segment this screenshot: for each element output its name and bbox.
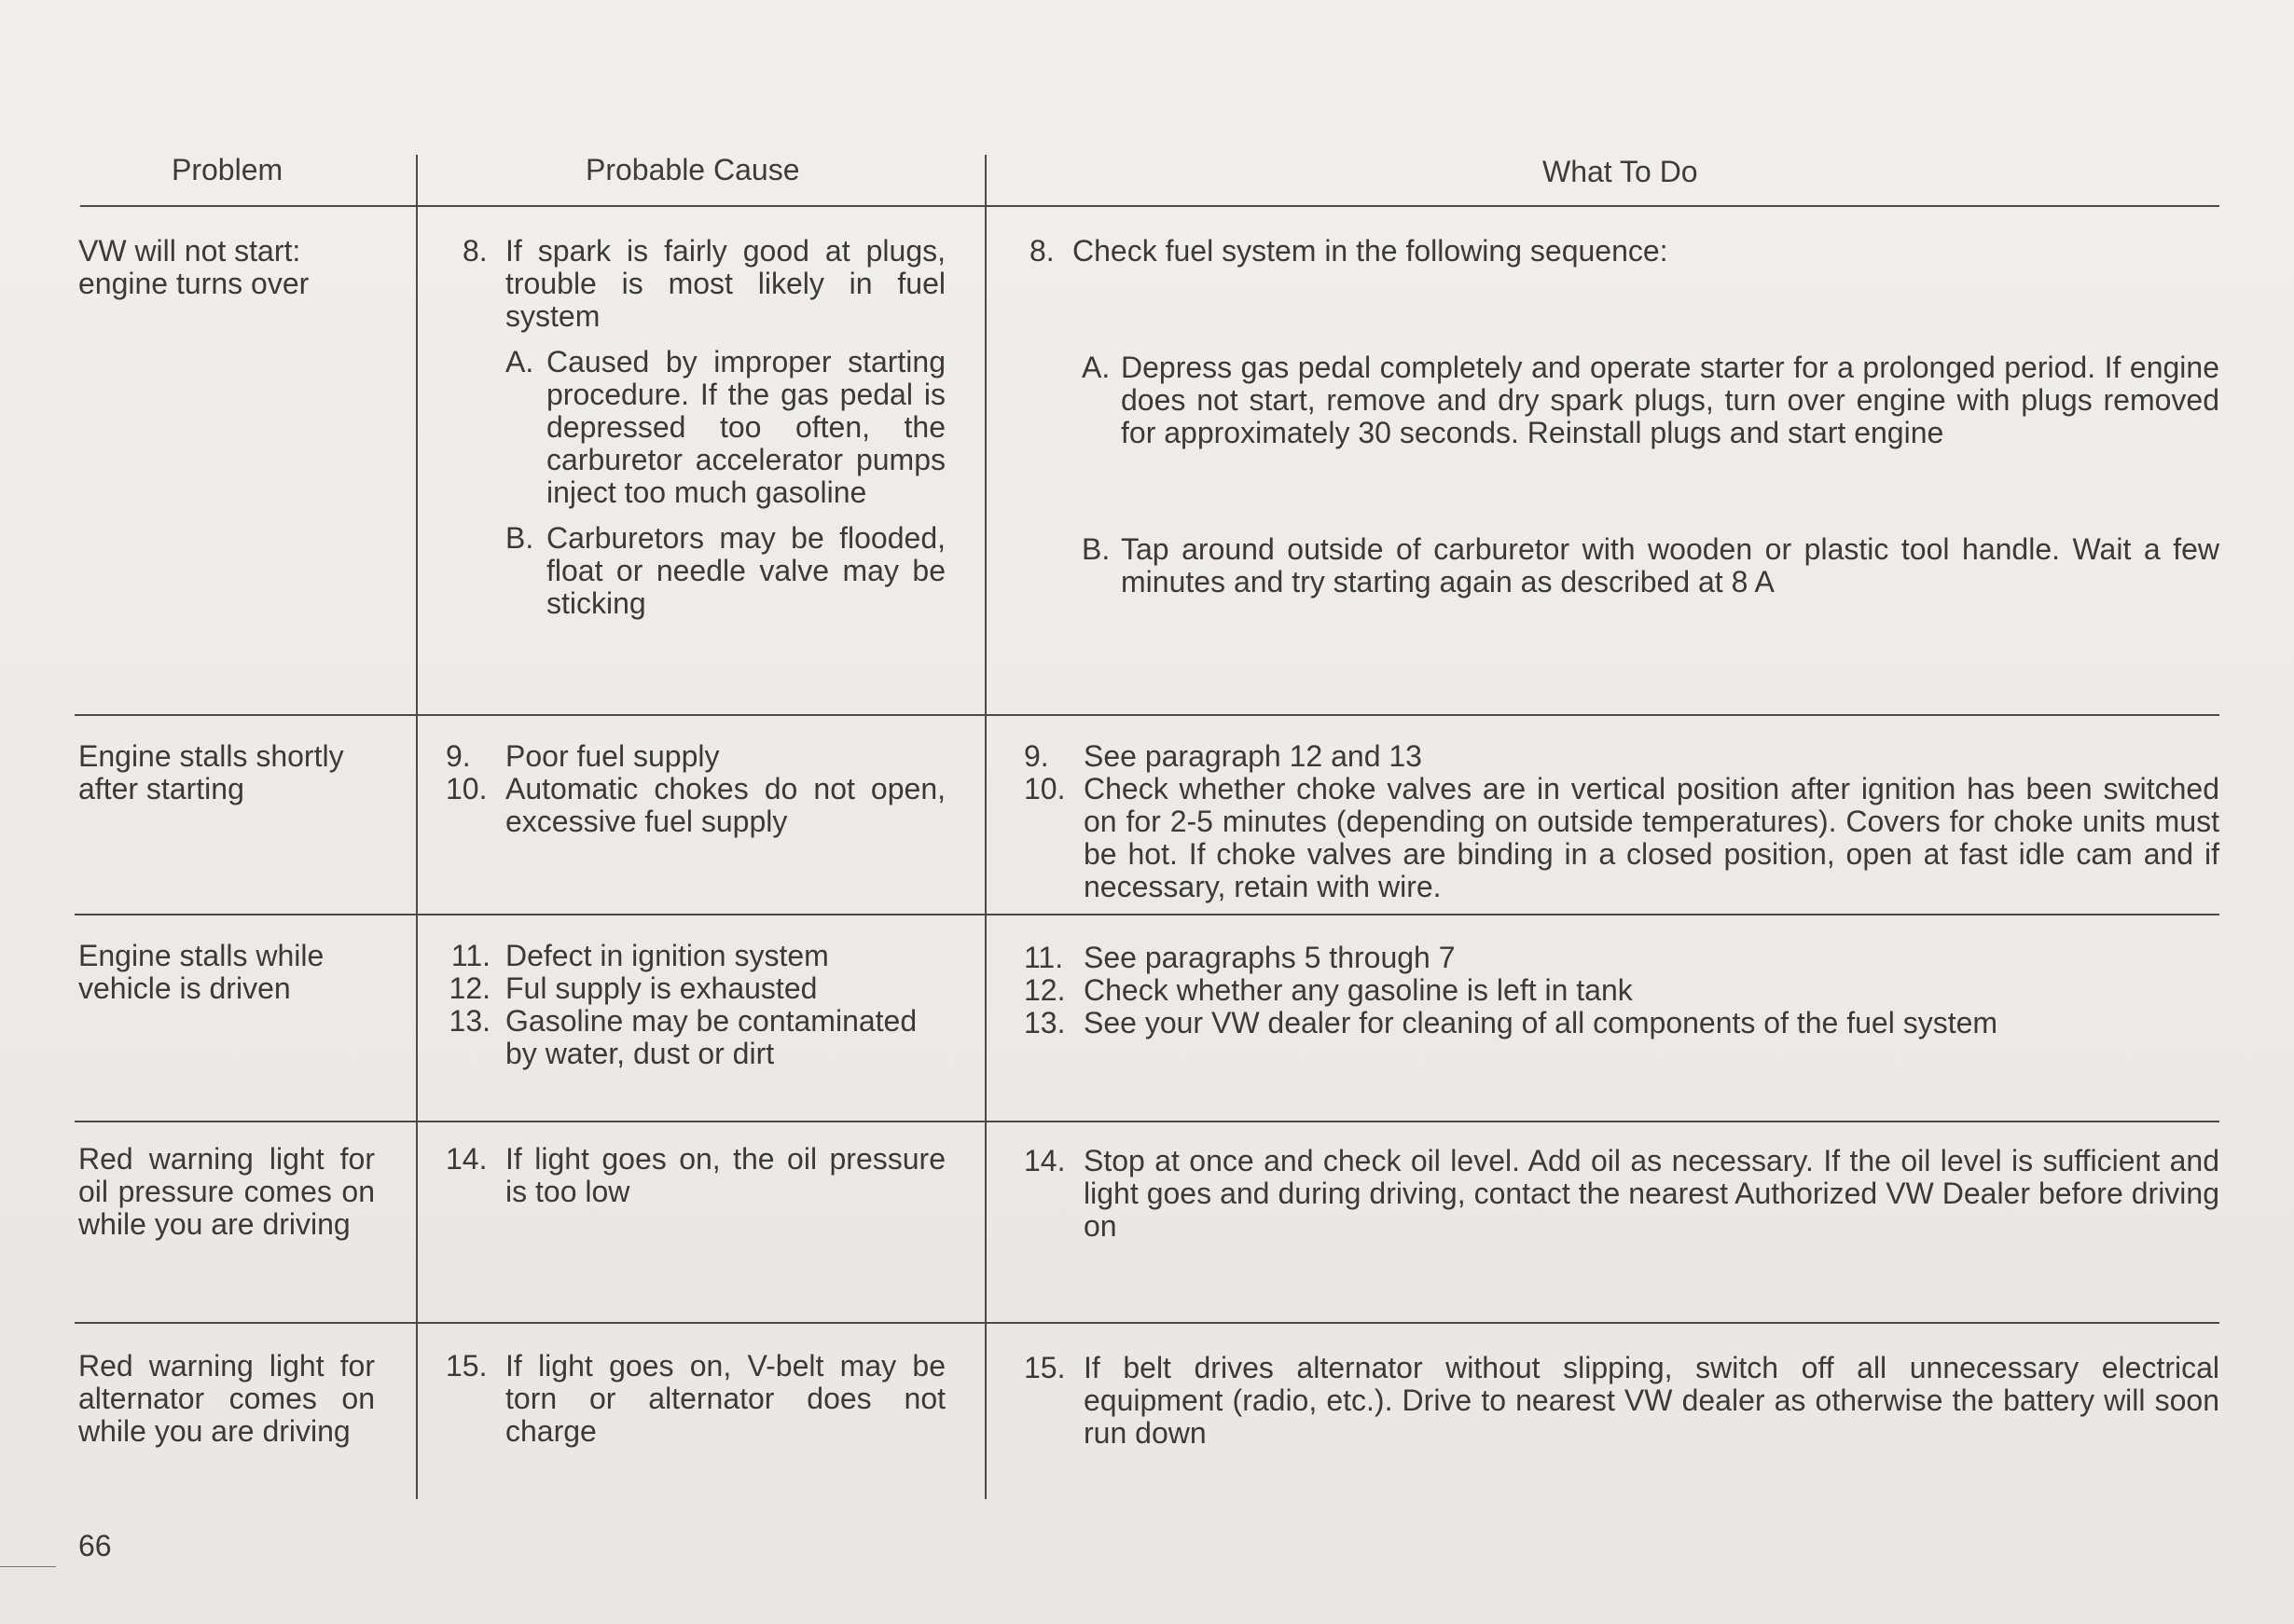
- cause-subitem: [505, 346, 946, 509]
- subitem-text: Depress gas pedal completely and operate starter for a prolonged period. If engine does not start, remove and dry spark plugs, turn over engine with plugs removed for approximately 30 seconds. Reinstall plugs and start engine: [1121, 351, 2219, 449]
- item-text: Ful supply is exhausted: [505, 971, 818, 1005]
- todo-subitem: [1082, 351, 2219, 449]
- problem-cell: [78, 1143, 375, 1241]
- cause-item: [446, 1350, 946, 1448]
- problem-cell: [78, 1350, 375, 1448]
- item-number: 11.: [450, 939, 491, 972]
- row-divider-4: [75, 1322, 2219, 1324]
- problem-text: VW will not start: engine turns over: [78, 234, 310, 300]
- cause-item: [446, 1143, 946, 1208]
- item-number: 10.: [446, 772, 488, 805]
- todo-cell: [1024, 1352, 2219, 1450]
- todo-item: [1024, 942, 2219, 974]
- problem-cell: [78, 940, 386, 1005]
- cause-item: [446, 972, 946, 1005]
- todo-item: [1024, 1007, 2219, 1039]
- item-text: Defect in ignition system: [505, 939, 829, 972]
- subitem-text: Carburetors may be flooded, float or needle valve may be sticking: [546, 521, 946, 620]
- todo-item: [1030, 235, 2219, 268]
- item-number: 8.: [1030, 234, 1055, 268]
- item-number: 10.: [1024, 772, 1066, 805]
- row-divider-1: [75, 714, 2219, 716]
- item-text: If belt drives alternator without slipping, switch off all unnecessary electrical equipment (radio, etc.). Drive to nearest VW dealer as otherwise the battery will soon run down: [1084, 1351, 2219, 1450]
- subitem-letter: B.: [505, 521, 534, 555]
- header-problem: Problem: [172, 153, 283, 186]
- header-rule: [80, 205, 2219, 207]
- todo-cell: [1024, 942, 2219, 1039]
- problem-text: Red warning light for oil pressure comes on while you are driving: [78, 1142, 375, 1241]
- item-number: 9.: [1024, 739, 1049, 773]
- cause-item: [446, 940, 946, 972]
- todo-item: [1024, 740, 2219, 773]
- item-text: See paragraphs 5 through 7: [1084, 941, 1456, 974]
- problem-cell: [78, 740, 386, 805]
- cause-subitem: [505, 522, 946, 620]
- item-text: Poor fuel supply: [505, 739, 720, 773]
- problem-text: Engine stalls shortly after starting: [78, 739, 344, 805]
- subitem-text: Tap around outside of carburetor with wooden or plastic tool handle. Wait a few minutes and try starting again as described at 8 A: [1121, 532, 2219, 599]
- problem-text: Engine stalls while vehicle is driven: [78, 939, 325, 1005]
- cause-item: [446, 773, 946, 838]
- cause-cell: [446, 940, 946, 1070]
- item-number: 14.: [446, 1142, 488, 1176]
- subitem-text: Caused by improper starting procedure. If the gas pedal is depressed too often, the carburetor accelerator pumps inject too much gasoline: [546, 345, 946, 509]
- item-number: 13.: [449, 1004, 491, 1038]
- todo-item: [1024, 1352, 2219, 1450]
- cause-item: [446, 1005, 946, 1070]
- cause-item: [446, 740, 946, 773]
- todo-item: [1024, 773, 2219, 903]
- item-number: 12.: [449, 971, 491, 1005]
- item-number: 8.: [463, 234, 488, 268]
- item-number: 13.: [1024, 1006, 1066, 1039]
- item-text: Check whether any gasoline is left in tank: [1084, 973, 1633, 1007]
- item-number: 15.: [446, 1349, 488, 1383]
- todo-cell: [1024, 1145, 2219, 1243]
- item-number: 9.: [446, 739, 471, 773]
- cause-cell: [446, 740, 946, 838]
- item-text: Automatic chokes do not open, excessive fuel supply: [505, 772, 946, 838]
- cause-cell: [446, 1350, 946, 1448]
- header-probable-cause: Probable Cause: [586, 153, 800, 186]
- row-divider-3: [75, 1121, 2219, 1122]
- page-edge-mark: [0, 1566, 56, 1567]
- subitem-letter: B.: [1082, 532, 1111, 566]
- cause-item: [463, 235, 946, 333]
- column-divider-1: [416, 155, 418, 1499]
- item-text: See your VW dealer for cleaning of all components of the fuel system: [1084, 1006, 1998, 1039]
- problem-text: Red warning light for alternator comes on while you are driving: [78, 1349, 375, 1448]
- subitem-letter: A.: [1082, 351, 1111, 384]
- todo-cell: [1024, 740, 2219, 903]
- item-text: If light goes on, the oil pressure is too low: [505, 1142, 946, 1208]
- todo-subitem: [1082, 533, 2219, 599]
- item-text: Stop at once and check oil level. Add oil as necessary. If the oil level is sufficient and light goes and during driving, contact the nearest Authorized VW Dealer before driving on: [1084, 1144, 2219, 1243]
- cause-cell: [446, 1143, 946, 1208]
- column-divider-2: [985, 155, 987, 1499]
- problem-cell: [78, 235, 386, 300]
- subitem-letter: A.: [505, 345, 534, 378]
- item-text: Gasoline may be contaminated by water, dust or dirt: [505, 1004, 918, 1070]
- item-text: Check fuel system in the following sequence:: [1072, 234, 1668, 268]
- item-number: 12.: [1024, 973, 1066, 1007]
- item-number: 11.: [1024, 941, 1064, 974]
- item-text: See paragraph 12 and 13: [1084, 739, 1422, 773]
- item-text: If spark is fairly good at plugs, trouble is most likely in fuel system: [505, 234, 946, 333]
- header-what-to-do: What To Do: [1542, 155, 1698, 188]
- item-number: 15.: [1024, 1351, 1066, 1384]
- todo-item: [1024, 974, 2219, 1007]
- row-divider-2: [75, 914, 2219, 915]
- page-number: 66: [78, 1529, 112, 1562]
- item-text: Check whether choke valves are in vertical position after ignition has been switched on for 2-5 minutes (depending on outside temperatures). Covers for choke units must be hot. If choke valves are binding in a closed position, open at fast idle cam and if necessary, retain with wire.: [1084, 772, 2219, 903]
- todo-item: [1024, 1145, 2219, 1243]
- todo-cell: [1030, 235, 2219, 599]
- cause-cell: [463, 235, 946, 620]
- item-number: 14.: [1024, 1144, 1066, 1177]
- item-text: If light goes on, V-belt may be torn or alternator does not charge: [505, 1349, 946, 1448]
